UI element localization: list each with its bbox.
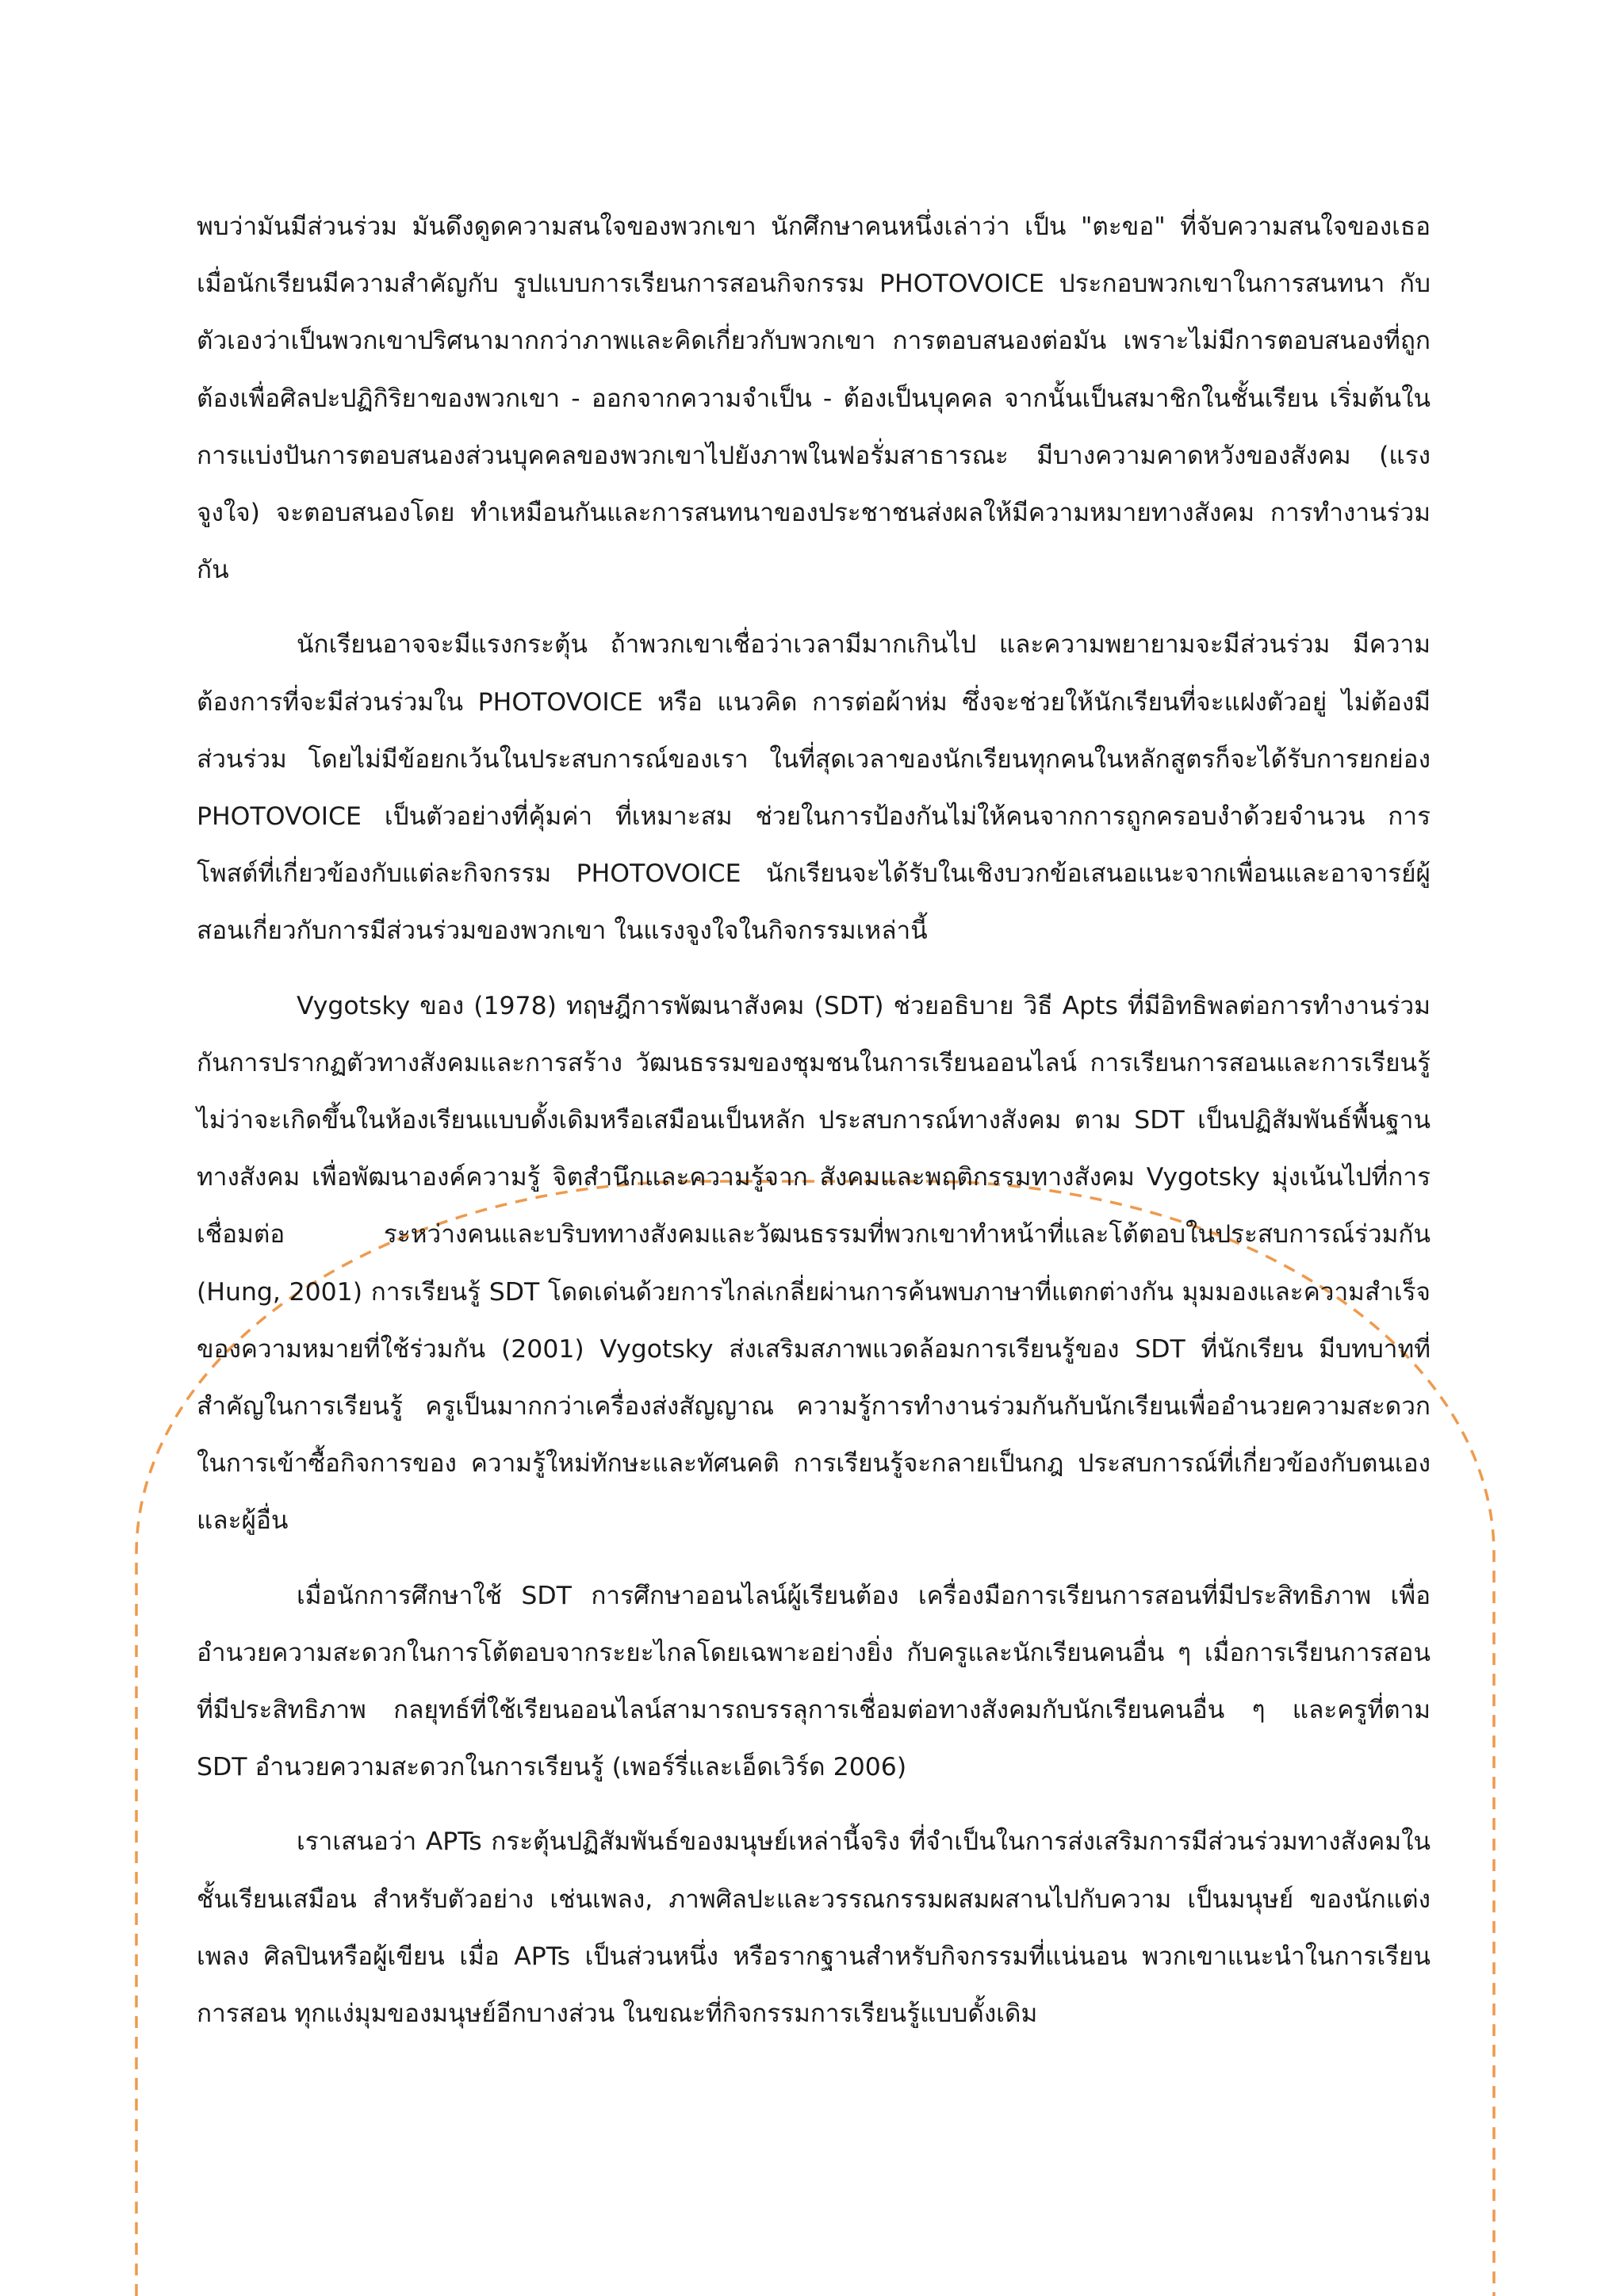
paragraph-4: เมื่อนักการศึกษาใช้ SDT การศึกษาออนไลน์ผู้เรียนต้อง เครื่องมือการเรียนการสอนที่มีประสิทธิภาพ เพื่ออำนวยความสะดวกในการโต้ตอบจากระยะไกลโดยเฉพาะอย่างยิ่ง กับครูและนักเรียนคนอื่น ๆ เมื่อการเรียนการสอนที่มีประสิทธิภาพ กลยุทธ์ที่ใช้เรียนออนไลน์สามารถบรรลุการเชื่อมต่อทางสังคมกับนักเรียนคนอื่น ๆ และครูที่ตาม SDT อำนวยความสะดวกในการเรียนรู้ (เพอร์รี่และเอ็ดเวิร์ด 2006) xyxy=(197,1581,1431,1782)
body-text xyxy=(197,198,1431,2060)
paragraph-1: พบว่ามันมีส่วนร่วม มันดึงดูดความสนใจของพวกเขา นักศึกษาคนหนึ่งเล่าว่า เป็น "ตะขอ" ที่จับความสนใจของเธอ เมื่อนักเรียนมีความสำคัญกับ รูปแบบการเรียนการสอนกิจกรรม PHOTOVOICE ประกอบพวกเขาในการสนทนา กับตัวเองว่าเป็นพวกเขาปริศนามากกว่าภาพและคิดเกี่ยวกับพวกเขา การตอบสนองต่อมัน เพราะไม่มีการตอบสนองที่ถูกต้องเพื่อศิลปะปฏิกิริยาของพวกเขา - ออกจากความจำเป็น - ต้องเป็นบุคคล จากนั้นเป็นสมาชิกในชั้นเรียน เริ่มต้นในการแบ่งปันการตอบสนองส่วนบุคคลของพวกเขาไปยังภาพในฟอรั่มสาธารณะ มีบางความคาดหวังของสังคม (แรงจูงใจ) จะตอบสนองโดย ทำเหมือนกันและการสนทนาของประชาชนส่งผลให้มีความหมายทางสังคม การทำงานร่วมกัน xyxy=(197,212,1431,585)
paragraph-3: Vygotsky ของ (1978) ทฤษฎีการพัฒนาสังคม (SDT) ช่วยอธิบาย วิธี Apts ที่มีอิทธิพลต่อการทำงานร่วมกันการปรากฏตัวทางสังคมและการสร้าง วัฒนธรรมของชุมชนในการเรียนออนไลน์ การเรียนการสอนและการเรียนรู้ ไม่ว่าจะเกิดขึ้นในห้องเรียนแบบดั้งเดิมหรือเสมือนเป็นหลัก ประสบการณ์ทางสังคม ตาม SDT เป็นปฏิสัมพันธ์พื้นฐานทางสังคม เพื่อพัฒนาองค์ความรู้ จิตสำนึกและความรู้จาก สังคมและพฤติกรรมทางสังคม Vygotsky มุ่งเน้นไปที่การเชื่อมต่อ ระหว่างคนและบริบททางสังคมและวัฒนธรรมที่พวกเขาทำหน้าที่และโต้ตอบในประสบการณ์ร่วมกัน (Hung, 2001) การเรียนรู้ SDT โดดเด่นด้วยการไกล่เกลี่ยผ่านการค้นพบภาษาที่แตกต่างกัน มุมมองและความสำเร็จของความหมายที่ใช้ร่วมกัน (2001) Vygotsky ส่งเสริมสภาพแวดล้อมการเรียนรู้ของ SDT ที่นักเรียน มีบทบาทที่สำคัญในการเรียนรู้ ครูเป็นมากกว่าเครื่องส่งสัญญาณ ความรู้การทำงานร่วมกันกับนักเรียนเพื่ออำนวยความสะดวกในการเข้าซื้อกิจการของ ความรู้ใหม่ทักษะและทัศนคติ การเรียนรู้จะกลายเป็นกฎ ประสบการณ์ที่เกี่ยวข้องกับตนเองและผู้อื่น xyxy=(197,991,1431,1536)
paragraph-2: นักเรียนอาจจะมีแรงกระตุ้น ถ้าพวกเขาเชื่อว่าเวลามีมากเกินไป และความพยายามจะมีส่วนร่วม มีความต้องการที่จะมีส่วนร่วมใน PHOTOVOICE หรือ แนวคิด การต่อผ้าห่ม ซึ่งจะช่วยให้นักเรียนที่จะแฝงตัวอยู่ ไม่ต้องมีส่วนร่วม โดยไม่มีข้อยกเว้นในประสบการณ์ของเรา ในที่สุดเวลาของนักเรียนทุกคนในหลักสูตรก็จะได้รับการยกย่อง PHOTOVOICE เป็นตัวอย่างที่คุ้มค่า ที่เหมาะสม ช่วยในการป้องกันไม่ให้คนจากการถูกครอบงำด้วยจำนวน การโพสต์ที่เกี่ยวข้องกับแต่ละกิจกรรม PHOTOVOICE นักเรียนจะได้รับในเชิงบวกข้อเสนอแนะจากเพื่อนและอาจารย์ผู้สอนเกี่ยวกับการมีส่วนร่วมของพวกเขา ในแรงจูงใจในกิจกรรมเหล่านี้ xyxy=(197,630,1431,946)
paragraph-5: เราเสนอว่า APTs กระตุ้นปฏิสัมพันธ์ของมนุษย์เหล่านี้จริง ที่จำเป็นในการส่งเสริมการมีส่วนร่วมทางสังคมในชั้นเรียนเสมือน สำหรับตัวอย่าง เช่นเพลง, ภาพศิลปะและวรรณกรรมผสมผสานไปกับความ เป็นมนุษย์ ของนักแต่งเพลง ศิลปินหรือผู้เขียน เมื่อ APTs เป็นส่วนหนึ่ง หรือรากฐานสำหรับกิจกรรมที่แน่นอน พวกเขาแนะนำในการเรียนการสอน ทุกแง่มุมของมนุษย์อีกบางส่วน ในขณะที่กิจกรรมการเรียนรู้แบบดั้งเดิม xyxy=(197,1827,1431,2029)
